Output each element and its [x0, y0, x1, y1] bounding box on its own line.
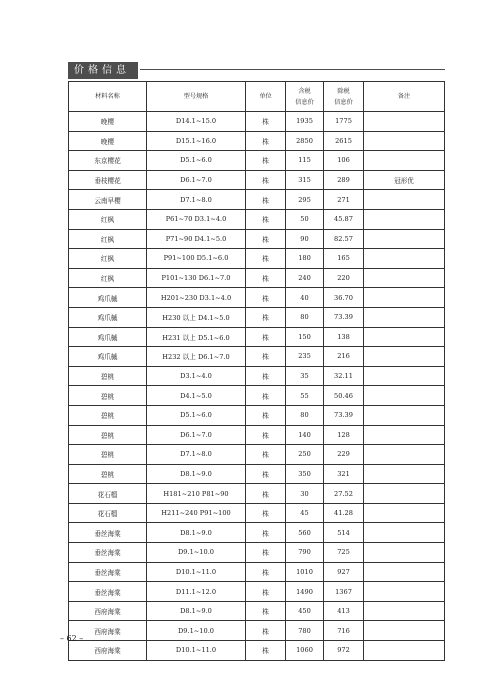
table-row [69, 543, 445, 563]
cell-tax-exclusive-price: 725 [324, 543, 364, 563]
cell-unit: 株 [246, 523, 286, 543]
cell-tax-exclusive-price: 972 [324, 641, 364, 661]
cell-spec: D8.1~9.0 [147, 601, 246, 621]
cell-unit: 株 [246, 112, 286, 132]
cell-spec: H201~230 D3.1~4.0 [147, 288, 246, 308]
cell-tax-inclusive-price: 780 [286, 621, 324, 641]
table-header-row [69, 82, 445, 112]
cell-material-name: 红枫 [69, 249, 147, 269]
cell-spec: D8.1~9.0 [147, 523, 246, 543]
cell-tax-inclusive-price: 35 [286, 366, 324, 386]
cell-unit: 株 [246, 562, 286, 582]
cell-tax-inclusive-price: 235 [286, 347, 324, 367]
cell-spec: D5.1~6.0 [147, 151, 246, 171]
table-row [69, 268, 445, 288]
table-row [69, 484, 445, 504]
cell-unit: 株 [246, 151, 286, 171]
table-row [69, 249, 445, 269]
table-row [69, 288, 445, 308]
cell-remark [364, 386, 445, 406]
cell-material-name: 鸡爪槭 [69, 327, 147, 347]
cell-remark [364, 425, 445, 445]
table-row [69, 621, 445, 641]
cell-unit: 株 [246, 543, 286, 563]
cell-tax-inclusive-price: 560 [286, 523, 324, 543]
header-unit: 单位 [246, 82, 286, 112]
cell-tax-exclusive-price: 413 [324, 601, 364, 621]
table-row [69, 347, 445, 367]
cell-tax-exclusive-price: 73.39 [324, 307, 364, 327]
cell-remark [364, 621, 445, 641]
cell-unit: 株 [246, 405, 286, 425]
cell-remark [364, 131, 445, 151]
cell-remark [364, 562, 445, 582]
cell-tax-inclusive-price: 295 [286, 190, 324, 210]
cell-spec: P61~70 D3.1~4.0 [147, 209, 246, 229]
cell-tax-exclusive-price: 1775 [324, 112, 364, 132]
cell-unit: 株 [246, 268, 286, 288]
header-tax-inclusive-price [286, 82, 324, 112]
cell-unit: 株 [246, 582, 286, 602]
cell-tax-inclusive-price: 1010 [286, 562, 324, 582]
cell-remark [364, 445, 445, 465]
cell-remark [364, 268, 445, 288]
cell-tax-exclusive-price: 220 [324, 268, 364, 288]
cell-tax-inclusive-price: 1060 [286, 641, 324, 661]
table-row [69, 445, 445, 465]
cell-material-name: 红枫 [69, 268, 147, 288]
cell-unit: 株 [246, 641, 286, 661]
cell-tax-exclusive-price: 32.11 [324, 366, 364, 386]
cell-tax-inclusive-price: 790 [286, 543, 324, 563]
cell-spec: D9.1~10.0 [147, 543, 246, 563]
cell-tax-inclusive-price: 30 [286, 484, 324, 504]
cell-tax-inclusive-price: 55 [286, 386, 324, 406]
cell-tax-inclusive-price: 80 [286, 307, 324, 327]
cell-tax-exclusive-price: 716 [324, 621, 364, 641]
header-remark: 备注 [364, 82, 445, 112]
cell-spec: D6.1~7.0 [147, 425, 246, 445]
cell-unit: 株 [246, 464, 286, 484]
cell-tax-inclusive-price: 350 [286, 464, 324, 484]
cell-spec: H232 以上 D6.1~7.0 [147, 347, 246, 367]
cell-unit: 株 [246, 445, 286, 465]
cell-tax-exclusive-price: 514 [324, 523, 364, 543]
cell-spec: H230 以上 D4.1~5.0 [147, 307, 246, 327]
cell-tax-exclusive-price: 73.39 [324, 405, 364, 425]
cell-unit: 株 [246, 601, 286, 621]
cell-tax-inclusive-price: 450 [286, 601, 324, 621]
cell-remark [364, 209, 445, 229]
table-row [69, 641, 445, 661]
cell-spec: D7.1~8.0 [147, 445, 246, 465]
cell-tax-inclusive-price: 2850 [286, 131, 324, 151]
cell-unit: 株 [246, 484, 286, 504]
cell-spec: D7.1~8.0 [147, 190, 246, 210]
section-title: 价格信息 [68, 62, 138, 79]
cell-spec: H181~210 P81~90 [147, 484, 246, 504]
cell-tax-exclusive-price: 36.70 [324, 288, 364, 308]
cell-material-name: 垂丝海棠 [69, 523, 147, 543]
header-tax-exclusive-line2: 信息价 [334, 98, 353, 106]
cell-material-name: 鸡爪槭 [69, 307, 147, 327]
cell-material-name: 红枫 [69, 229, 147, 249]
cell-spec: D10.1~11.0 [147, 562, 246, 582]
cell-unit: 株 [246, 425, 286, 445]
cell-remark [364, 307, 445, 327]
cell-material-name: 碧桃 [69, 464, 147, 484]
cell-remark [364, 229, 445, 249]
table-row [69, 209, 445, 229]
cell-remark [364, 151, 445, 171]
cell-remark [364, 641, 445, 661]
cell-material-name: 垂枝樱花 [69, 170, 147, 190]
cell-material-name: 碧桃 [69, 386, 147, 406]
table-row [69, 170, 445, 190]
cell-tax-exclusive-price: 41.28 [324, 503, 364, 523]
cell-material-name: 西府海棠 [69, 601, 147, 621]
cell-material-name: 碧桃 [69, 405, 147, 425]
cell-unit: 株 [246, 621, 286, 641]
cell-unit: 株 [246, 347, 286, 367]
cell-unit: 株 [246, 366, 286, 386]
cell-tax-exclusive-price: 2615 [324, 131, 364, 151]
table-row [69, 386, 445, 406]
table-body [69, 112, 445, 661]
table-row [69, 464, 445, 484]
cell-tax-exclusive-price: 216 [324, 347, 364, 367]
cell-tax-exclusive-price: 165 [324, 249, 364, 269]
cell-spec: D11.1~12.0 [147, 582, 246, 602]
cell-tax-inclusive-price: 1490 [286, 582, 324, 602]
cell-tax-exclusive-price: 128 [324, 425, 364, 445]
cell-material-name: 碧桃 [69, 425, 147, 445]
cell-material-name: 鸡爪槭 [69, 288, 147, 308]
cell-tax-exclusive-price: 50.46 [324, 386, 364, 406]
cell-tax-exclusive-price: 82.57 [324, 229, 364, 249]
cell-remark [364, 347, 445, 367]
table-row [69, 562, 445, 582]
table-row [69, 112, 445, 132]
cell-spec: D8.1~9.0 [147, 464, 246, 484]
cell-unit: 株 [246, 209, 286, 229]
cell-tax-exclusive-price: 106 [324, 151, 364, 171]
cell-remark [364, 523, 445, 543]
cell-material-name: 晚樱 [69, 112, 147, 132]
cell-tax-inclusive-price: 150 [286, 327, 324, 347]
table-row [69, 582, 445, 602]
header-spec: 型号规格 [147, 82, 246, 112]
cell-spec: D3.1~4.0 [147, 366, 246, 386]
cell-spec: D14.1~15.0 [147, 112, 246, 132]
table-row [69, 307, 445, 327]
table-row [69, 190, 445, 210]
cell-tax-exclusive-price: 45.87 [324, 209, 364, 229]
cell-remark [364, 464, 445, 484]
cell-unit: 株 [246, 327, 286, 347]
cell-tax-inclusive-price: 240 [286, 268, 324, 288]
cell-tax-inclusive-price: 250 [286, 445, 324, 465]
cell-spec: D6.1~7.0 [147, 170, 246, 190]
header-material-name: 材料名称 [69, 82, 147, 112]
cell-material-name: 云南早樱 [69, 190, 147, 210]
cell-unit: 株 [246, 386, 286, 406]
table-row [69, 425, 445, 445]
table-row [69, 151, 445, 171]
header-tax-inclusive-line2: 信息价 [295, 98, 314, 106]
cell-material-name: 晚樱 [69, 131, 147, 151]
page-number: – 62 – [60, 634, 84, 643]
cell-tax-exclusive-price: 927 [324, 562, 364, 582]
cell-tax-inclusive-price: 40 [286, 288, 324, 308]
cell-spec: D10.1~11.0 [147, 641, 246, 661]
cell-spec: P71~90 D4.1~5.0 [147, 229, 246, 249]
table-row [69, 523, 445, 543]
cell-spec: P101~130 D6.1~7.0 [147, 268, 246, 288]
cell-material-name: 花石榴 [69, 503, 147, 523]
cell-tax-inclusive-price: 180 [286, 249, 324, 269]
cell-tax-exclusive-price: 1367 [324, 582, 364, 602]
cell-tax-inclusive-price: 315 [286, 170, 324, 190]
price-table [68, 81, 445, 661]
cell-spec: P91~100 D5.1~6.0 [147, 249, 246, 269]
cell-spec: D9.1~10.0 [147, 621, 246, 641]
cell-tax-exclusive-price: 271 [324, 190, 364, 210]
cell-tax-exclusive-price: 27.52 [324, 484, 364, 504]
cell-spec: D5.1~6.0 [147, 405, 246, 425]
cell-tax-inclusive-price: 90 [286, 229, 324, 249]
cell-material-name: 西府海棠 [69, 621, 147, 641]
cell-tax-inclusive-price: 50 [286, 209, 324, 229]
cell-unit: 株 [246, 131, 286, 151]
cell-material-name: 花石榴 [69, 484, 147, 504]
cell-tax-inclusive-price: 45 [286, 503, 324, 523]
cell-spec: D4.1~5.0 [147, 386, 246, 406]
cell-unit: 株 [246, 229, 286, 249]
cell-spec: H231 以上 D5.1~6.0 [147, 327, 246, 347]
cell-remark [364, 112, 445, 132]
cell-material-name: 垂丝海棠 [69, 562, 147, 582]
cell-remark [364, 249, 445, 269]
cell-material-name: 碧桃 [69, 366, 147, 386]
cell-spec: H211~240 P91~100 [147, 503, 246, 523]
cell-material-name: 红枫 [69, 209, 147, 229]
table-row [69, 503, 445, 523]
section-divider [140, 69, 445, 70]
header-tax-inclusive-line1: 含税 [298, 87, 311, 95]
cell-tax-inclusive-price: 1935 [286, 112, 324, 132]
cell-remark [364, 366, 445, 386]
cell-remark [364, 190, 445, 210]
cell-tax-inclusive-price: 115 [286, 151, 324, 171]
cell-remark [364, 582, 445, 602]
table-row [69, 601, 445, 621]
cell-remark: 冠形优 [364, 170, 445, 190]
cell-remark [364, 288, 445, 308]
cell-remark [364, 543, 445, 563]
cell-tax-exclusive-price: 229 [324, 445, 364, 465]
cell-spec: D15.1~16.0 [147, 131, 246, 151]
table-row [69, 131, 445, 151]
cell-material-name: 垂丝海棠 [69, 543, 147, 563]
table-row [69, 229, 445, 249]
cell-unit: 株 [246, 170, 286, 190]
cell-unit: 株 [246, 503, 286, 523]
table-row [69, 327, 445, 347]
cell-remark [364, 503, 445, 523]
cell-unit: 株 [246, 249, 286, 269]
header-tax-exclusive-line1: 除税 [337, 87, 350, 95]
cell-material-name: 垂丝海棠 [69, 582, 147, 602]
cell-remark [364, 327, 445, 347]
table-row [69, 366, 445, 386]
cell-remark [364, 601, 445, 621]
cell-tax-inclusive-price: 140 [286, 425, 324, 445]
cell-remark [364, 484, 445, 504]
cell-remark [364, 405, 445, 425]
cell-material-name: 西府海棠 [69, 641, 147, 661]
cell-tax-inclusive-price: 80 [286, 405, 324, 425]
cell-material-name: 鸡爪槭 [69, 347, 147, 367]
cell-material-name: 东京樱花 [69, 151, 147, 171]
cell-unit: 株 [246, 288, 286, 308]
cell-unit: 株 [246, 307, 286, 327]
table-row [69, 405, 445, 425]
cell-tax-exclusive-price: 138 [324, 327, 364, 347]
header-tax-exclusive-price [324, 82, 364, 112]
cell-material-name: 碧桃 [69, 445, 147, 465]
cell-tax-exclusive-price: 321 [324, 464, 364, 484]
cell-tax-exclusive-price: 289 [324, 170, 364, 190]
cell-unit: 株 [246, 190, 286, 210]
